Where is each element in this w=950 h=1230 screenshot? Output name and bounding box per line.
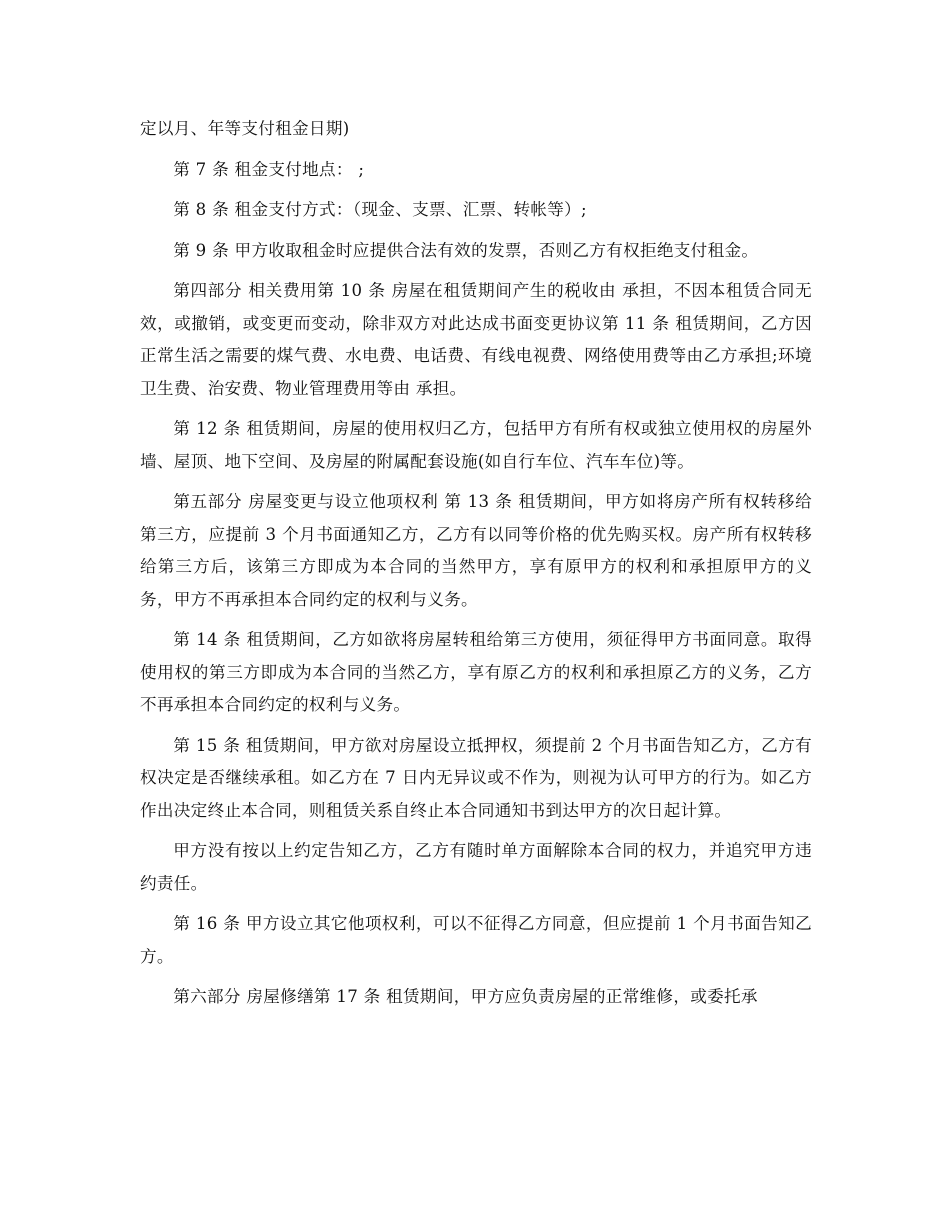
paragraph-notice-breach: 甲方没有按以上约定告知乙方，乙方有随时单方面解除本合同的权力，并追究甲方违约责任。 <box>140 841 812 893</box>
paragraph-part-6-article-17: 第六部分 房屋修缮第 17 条 租赁期间，甲方应负责房屋的正常维修，或委托承 <box>173 987 758 1006</box>
paragraph-article-9: 第 9 条 甲方收取租金时应提供合法有效的发票，否则乙方有权拒绝支付租金。 <box>173 240 759 260</box>
paragraph-article-8: 第 8 条 租金支付方式：（现金、支票、汇票、转帐等）; <box>173 200 587 219</box>
paragraph-article-15: 第 15 条 租赁期间，甲方欲对房屋设立抵押权，须提前 2 个月书面告知乙方，乙方有权决定是否继续承租。如乙方在 7 日内无异议或不作为，则视为认可甲方的行为。如乙方作出决定终止本合同，则租赁关系自终止本合同通知书到达甲方的次日起计算。 <box>140 735 812 820</box>
paragraph-article-12: 第 12 条 租赁期间，房屋的使用权归乙方，包括甲方有所有权或独立使用权的房屋外墙、屋顶、地下空间、及房屋的附属配套设施(如自行车位、汽车车位)等。 <box>140 419 812 471</box>
paragraph-article-14: 第 14 条 租赁期间，乙方如欲将房屋转租给第三方使用，须征得甲方书面同意。取得使用权的第三方即成为本合同的当然乙方，享有原乙方的权利和承担原乙方的义务，乙方不再承担本合同约定的权利与义务。 <box>140 630 812 714</box>
document-body <box>140 113 812 1022</box>
paragraph-article-7: 第 7 条 租金支付地点： ; <box>173 159 365 179</box>
paragraph-part-4-articles-10-11: 第四部分 相关费用第 10 条 房屋在租赁期间产生的税收由 承担，不因本租赁合同无效，或撤销，或变更而变动，除非双方对此达成书面变更协议第 11 条 租赁期间，乙方因正常生活之需要的煤气费、水电费、电话费、有线电视费、网络使用费等由乙方承担;环境卫生费、治安费、物业管理费用等由 承担。 <box>140 281 812 398</box>
paragraph-part-5-article-13: 第五部分 房屋变更与设立他项权利 第 13 条 租赁期间，甲方如将房产所有权转移给第三方，应提前 3 个月书面通知乙方，乙方有以同等价格的优先购买权。房产所有权转移给第三方后，该第三方即成为本合同的当然甲方，享有原甲方的权利和承担原甲方的义务，甲方不再承担本合同约定的权利与义务。 <box>140 492 812 609</box>
paragraph-article-16: 第 16 条 甲方设立其它他项权利，可以不征得乙方同意，但应提前 1 个月书面告知乙方。 <box>140 914 812 966</box>
paragraph-rent-date-continuation: 定以月、年等支付租金日期) <box>140 119 350 138</box>
